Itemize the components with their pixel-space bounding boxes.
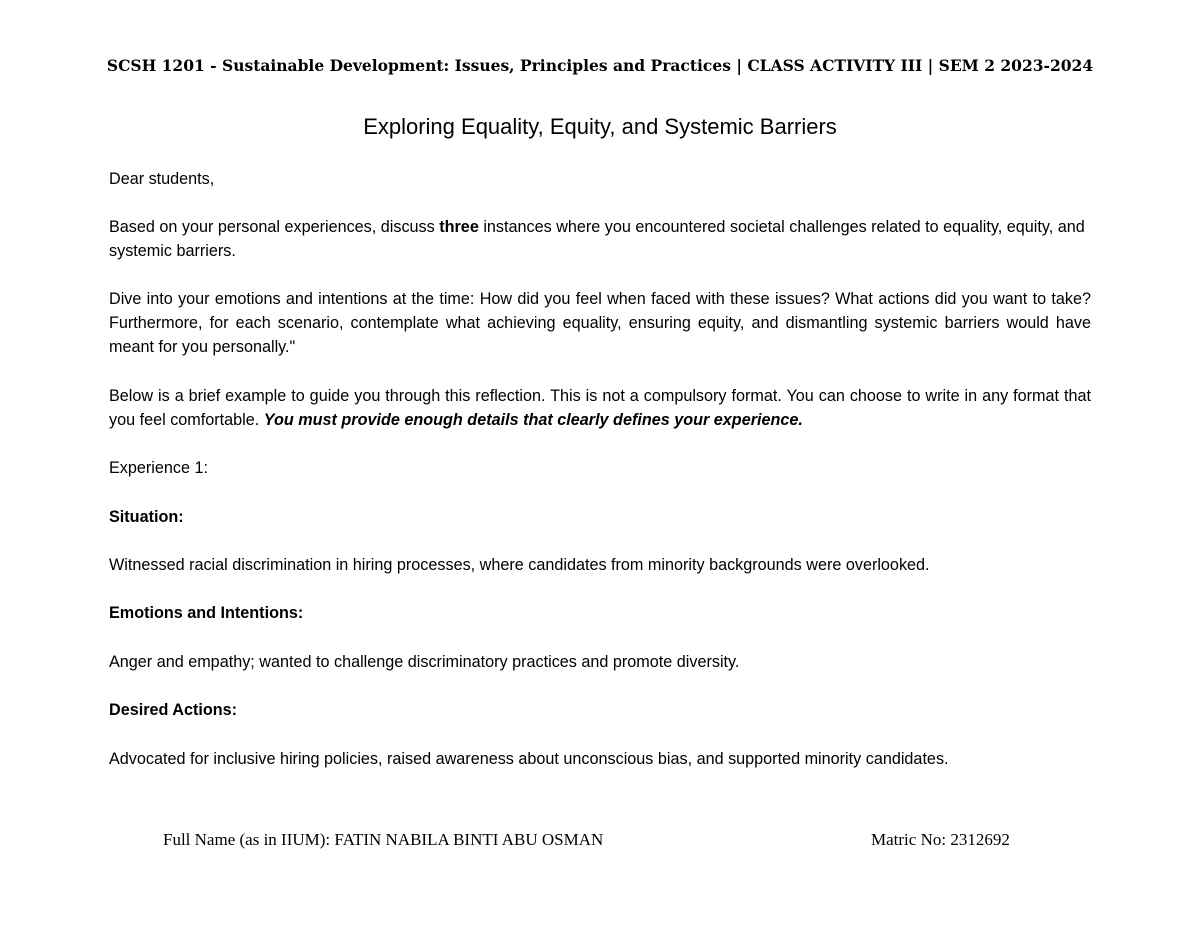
- para3-text: Below is a brief example to guide you through this reflection. This is not a compulsory format. You can choose to write in any format that you feel comfortable.: [109, 387, 1091, 429]
- course-header: SCSH 1201 - Sustainable Development: Issues, Principles and Practices | CLASS ACTIVITY III | SEM 2 2023-2024: [106, 56, 1094, 75]
- situation-text: Witnessed racial discrimination in hiring processes, where candidates from minority backgrounds were overlooked.: [109, 556, 930, 574]
- student-full-name: Full Name (as in IIUM): FATIN NABILA BINTI ABU OSMAN: [163, 830, 604, 849]
- emotions-heading: Emotions and Intentions:: [109, 604, 304, 622]
- actions-text: Advocated for inclusive hiring policies, raised awareness about unconscious bias, and supported minority candidates.: [109, 750, 949, 768]
- para1-text-before: Based on your personal experiences, discuss: [109, 218, 440, 236]
- para1-emphasis: three: [439, 218, 479, 236]
- situation-heading: Situation:: [109, 508, 184, 526]
- actions-heading: Desired Actions:: [109, 701, 238, 719]
- instruction-paragraph-2: Dive into your emotions and intentions at the time: How did you feel when faced with these issues? What actions did you want to take? Furthermore, for each scenario, contemplate what achieving equality, ensuring equity, and dismantling systemic barriers would have meant for you personally.": [109, 290, 1091, 356]
- student-matric-number: Matric No: 2312692: [871, 830, 1010, 849]
- greeting: Dear students,: [109, 170, 215, 188]
- instruction-paragraph-1: [109, 215, 1091, 263]
- para1-text-after: instances where you encountered societal challenges related to equality, equity, and systemic barriers.: [109, 218, 1085, 260]
- experience-label: Experience 1:: [109, 459, 208, 477]
- para3-emphasis: You must provide enough details that clearly defines your experience.: [263, 411, 803, 429]
- document-title: Exploring Equality, Equity, and Systemic Barriers: [363, 114, 837, 139]
- instruction-paragraph-3: [109, 384, 1091, 432]
- emotions-text: Anger and empathy; wanted to challenge discriminatory practices and promote diversity.: [109, 653, 740, 671]
